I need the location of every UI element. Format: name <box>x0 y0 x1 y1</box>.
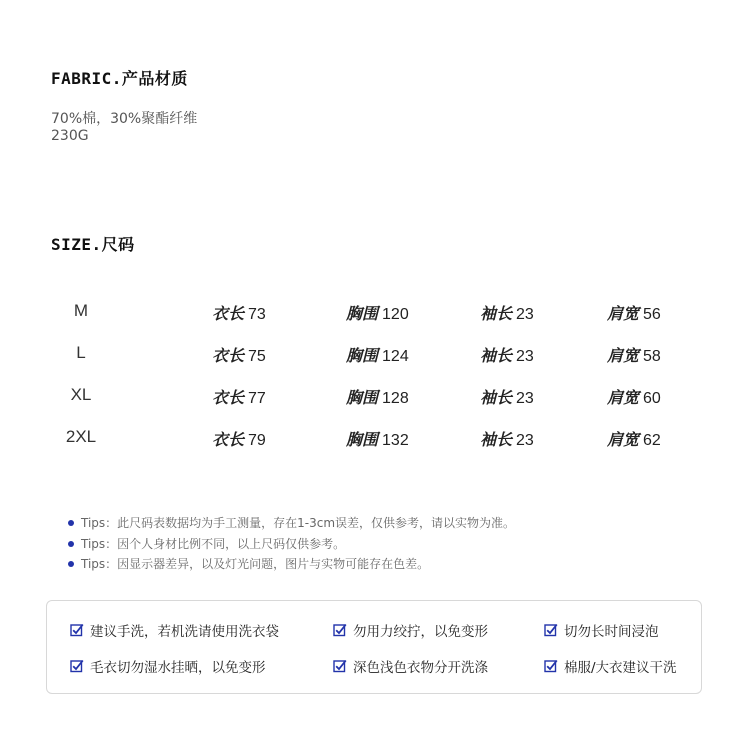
care-item <box>544 656 677 676</box>
tips-list <box>68 513 515 575</box>
shoulder-value: 58 <box>643 348 661 365</box>
sleeve-value: 23 <box>516 432 534 449</box>
checkbox-checked-icon <box>333 659 347 673</box>
sleeve-measure <box>480 343 534 366</box>
chest-value: 128 <box>382 390 409 407</box>
length-measure <box>212 385 266 408</box>
length-value: 77 <box>248 390 266 407</box>
size-row-m <box>0 301 750 325</box>
shoulder-value: 60 <box>643 390 661 407</box>
length-value: 75 <box>248 348 266 365</box>
checkbox-checked-icon <box>70 659 84 673</box>
length-label: 衣长 <box>212 346 245 365</box>
care-instructions-box <box>46 600 702 694</box>
size-name: XL <box>70 385 92 404</box>
sleeve-label: 袖长 <box>480 304 513 323</box>
chest-label: 胸围 <box>346 430 379 449</box>
shoulder-value: 56 <box>643 306 661 323</box>
sleeve-measure <box>480 385 534 408</box>
tip-text: Tips：因个人身材比例不同，以上尺码仅供参考。 <box>81 536 346 551</box>
size-row-2xl <box>0 427 750 451</box>
fabric-composition: 70%棉，30%聚酯纤维 <box>51 111 198 127</box>
chest-measure <box>346 427 409 450</box>
care-text: 毛衣切勿湿水挂晒，以免变形 <box>90 660 266 676</box>
shoulder-value: 62 <box>643 432 661 449</box>
chest-measure <box>346 343 409 366</box>
sleeve-value: 23 <box>516 306 534 323</box>
chest-label: 胸围 <box>346 346 379 365</box>
chest-label: 胸围 <box>346 304 379 323</box>
fabric-weight: 230G <box>51 128 89 144</box>
shoulder-measure <box>607 343 661 366</box>
care-item <box>333 620 488 640</box>
length-value: 73 <box>248 306 266 323</box>
shoulder-measure <box>607 301 661 324</box>
tip-item <box>68 554 515 575</box>
care-text: 切勿长时间浸泡 <box>564 624 659 640</box>
length-measure <box>212 343 266 366</box>
tip-item <box>68 513 515 534</box>
length-label: 衣长 <box>212 304 245 323</box>
length-label: 衣长 <box>212 430 245 449</box>
checkbox-checked-icon <box>70 623 84 637</box>
chest-value: 132 <box>382 432 409 449</box>
size-name: L <box>76 343 86 362</box>
shoulder-measure <box>607 427 661 450</box>
tip-text: Tips：此尺码表数据均为手工测量，存在1-3cm误差，仅供参考，请以实物为准。 <box>81 516 516 530</box>
sleeve-measure <box>480 301 534 324</box>
sleeve-label: 袖长 <box>480 346 513 365</box>
length-value: 79 <box>248 432 266 449</box>
sleeve-value: 23 <box>516 390 534 407</box>
sleeve-label: 袖长 <box>480 430 513 449</box>
sleeve-measure <box>480 427 534 450</box>
care-item <box>544 620 659 640</box>
bullet-icon <box>68 520 74 526</box>
care-text: 勿用力绞拧，以免变形 <box>353 624 488 640</box>
fabric-title: FABRIC.产品材质 <box>51 69 188 88</box>
shoulder-measure <box>607 385 661 408</box>
checkbox-checked-icon <box>544 659 558 673</box>
care-item <box>70 656 266 676</box>
sleeve-value: 23 <box>516 348 534 365</box>
care-item <box>333 656 488 676</box>
size-name: 2XL <box>65 427 97 446</box>
chest-measure <box>346 385 409 408</box>
chest-value: 120 <box>382 306 409 323</box>
chest-label: 胸围 <box>346 388 379 407</box>
shoulder-label: 肩宽 <box>607 388 640 407</box>
chest-value: 124 <box>382 348 409 365</box>
length-measure <box>212 427 266 450</box>
size-row-xl <box>0 385 750 409</box>
size-title: SIZE.尺码 <box>51 235 135 254</box>
care-text: 深色浅色衣物分开洗涤 <box>353 660 488 676</box>
tip-item <box>68 534 515 555</box>
bullet-icon <box>68 541 74 547</box>
size-row-l <box>0 343 750 367</box>
shoulder-label: 肩宽 <box>607 304 640 323</box>
checkbox-checked-icon <box>333 623 347 637</box>
size-name: M <box>73 301 89 320</box>
shoulder-label: 肩宽 <box>607 346 640 365</box>
length-label: 衣长 <box>212 388 245 407</box>
care-item <box>70 620 279 640</box>
shoulder-label: 肩宽 <box>607 430 640 449</box>
sleeve-label: 袖长 <box>480 388 513 407</box>
bullet-icon <box>68 561 74 567</box>
chest-measure <box>346 301 409 324</box>
length-measure <box>212 301 266 324</box>
tip-text: Tips：因显示器差异，以及灯光问题，图片与实物可能存在色差。 <box>81 557 430 571</box>
checkbox-checked-icon <box>544 623 558 637</box>
care-text: 建议手洗，若机洗请使用洗衣袋 <box>90 624 279 640</box>
care-text: 棉服/大衣建议干洗 <box>564 660 677 676</box>
